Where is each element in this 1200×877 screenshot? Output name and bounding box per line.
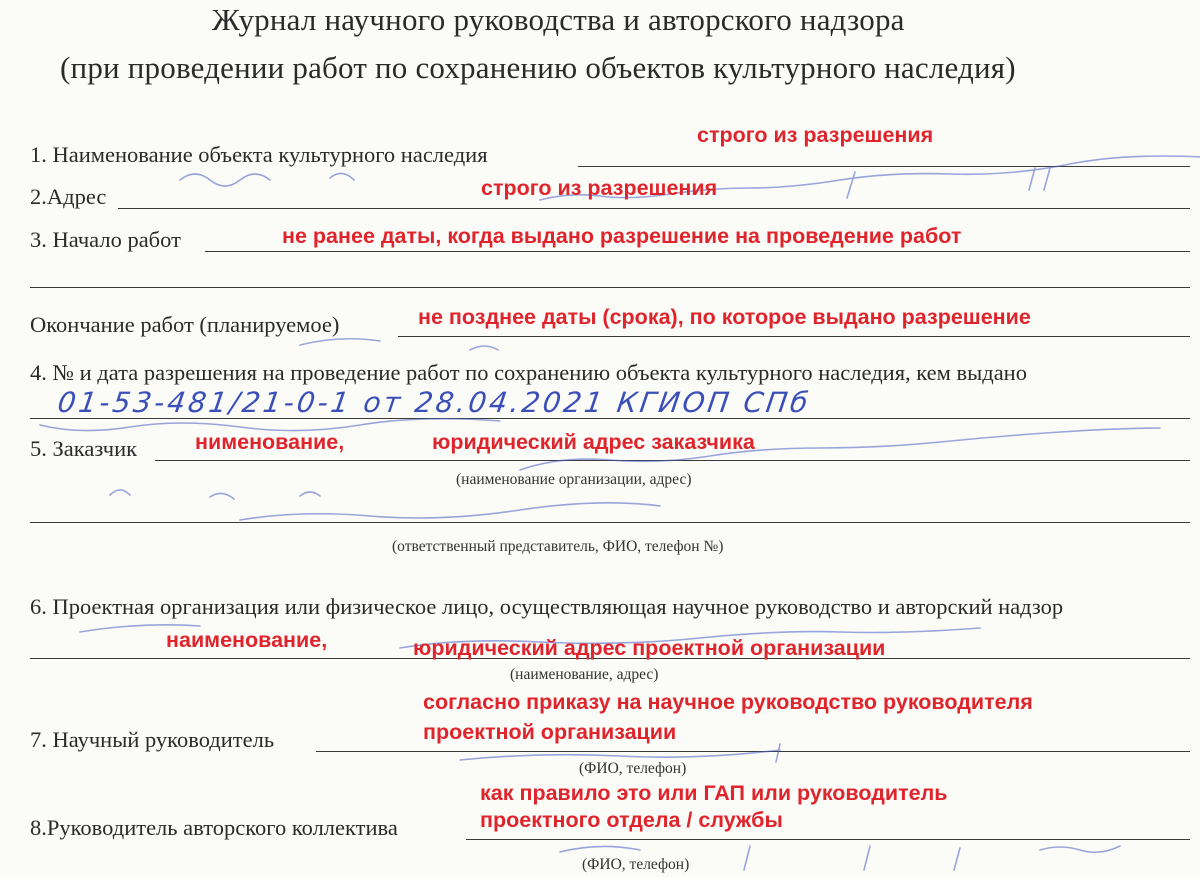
- annotation-7a: согласно приказу на научное руководство руководителя: [423, 690, 1033, 714]
- field-7-label: 7. Научный руководитель: [30, 727, 275, 752]
- field-4-label: 4. № и дата разрешения на проведение работ по сохранению объекта культурного наследия, кем выдано: [30, 360, 1027, 385]
- annotation-5a: нименование,: [195, 430, 345, 454]
- annotation-1: строго из разрешения: [697, 123, 934, 147]
- field-5-caption-org: (наименование организации, адрес): [456, 471, 692, 488]
- journal-title-line2: (при проведении работ по сохранению объектов культурного наследия): [60, 50, 1016, 85]
- field-8-label: 8.Руководитель авторского коллектива: [30, 815, 398, 840]
- field-8-caption: (ФИО, телефон): [582, 856, 690, 873]
- journal-title-line1: Журнал научного руководства и авторского надзора: [212, 2, 905, 37]
- annotation-4: не позднее даты (срока), по которое выдано разрешение: [418, 305, 1031, 329]
- field-1-label: 1. Наименование объекта культурного наследия: [30, 142, 488, 167]
- field-3-end-label: Окончание работ (планируемое): [30, 312, 340, 337]
- field-2-label: 2.Адрес: [30, 184, 107, 209]
- field-5-caption-rep: (ответственный представитель, ФИО, телефон №): [392, 538, 724, 555]
- annotation-2: строго из разрешения: [481, 176, 718, 200]
- annotation-6b: юридический адрес проектной организации: [413, 636, 886, 660]
- field-5-label: 5. Заказчик: [30, 436, 138, 461]
- field-7-caption: (ФИО, телефон): [579, 760, 687, 777]
- annotation-8a: как правило это или ГАП или руководитель: [480, 781, 948, 805]
- field-3-start-label: 3. Начало работ: [30, 227, 181, 252]
- annotation-8b: проектного отдела / службы: [480, 808, 783, 832]
- field-6-caption: (наименование, адрес): [510, 666, 659, 683]
- handwritten-permit-number: 01-53-481/21-0-1 от 28.04.2021 КГИОП СПб: [55, 386, 813, 419]
- annotation-3: не ранее даты, когда выдано разрешение на проведение работ: [282, 224, 962, 248]
- field-6-label: 6. Проектная организация или физическое лицо, осуществляющая научное руководство и авторский надзор: [30, 594, 1064, 619]
- annotation-6a: наименование,: [166, 628, 328, 652]
- annotation-7b: проектной организации: [423, 720, 677, 744]
- annotation-5b: юридический адрес заказчика: [432, 430, 755, 454]
